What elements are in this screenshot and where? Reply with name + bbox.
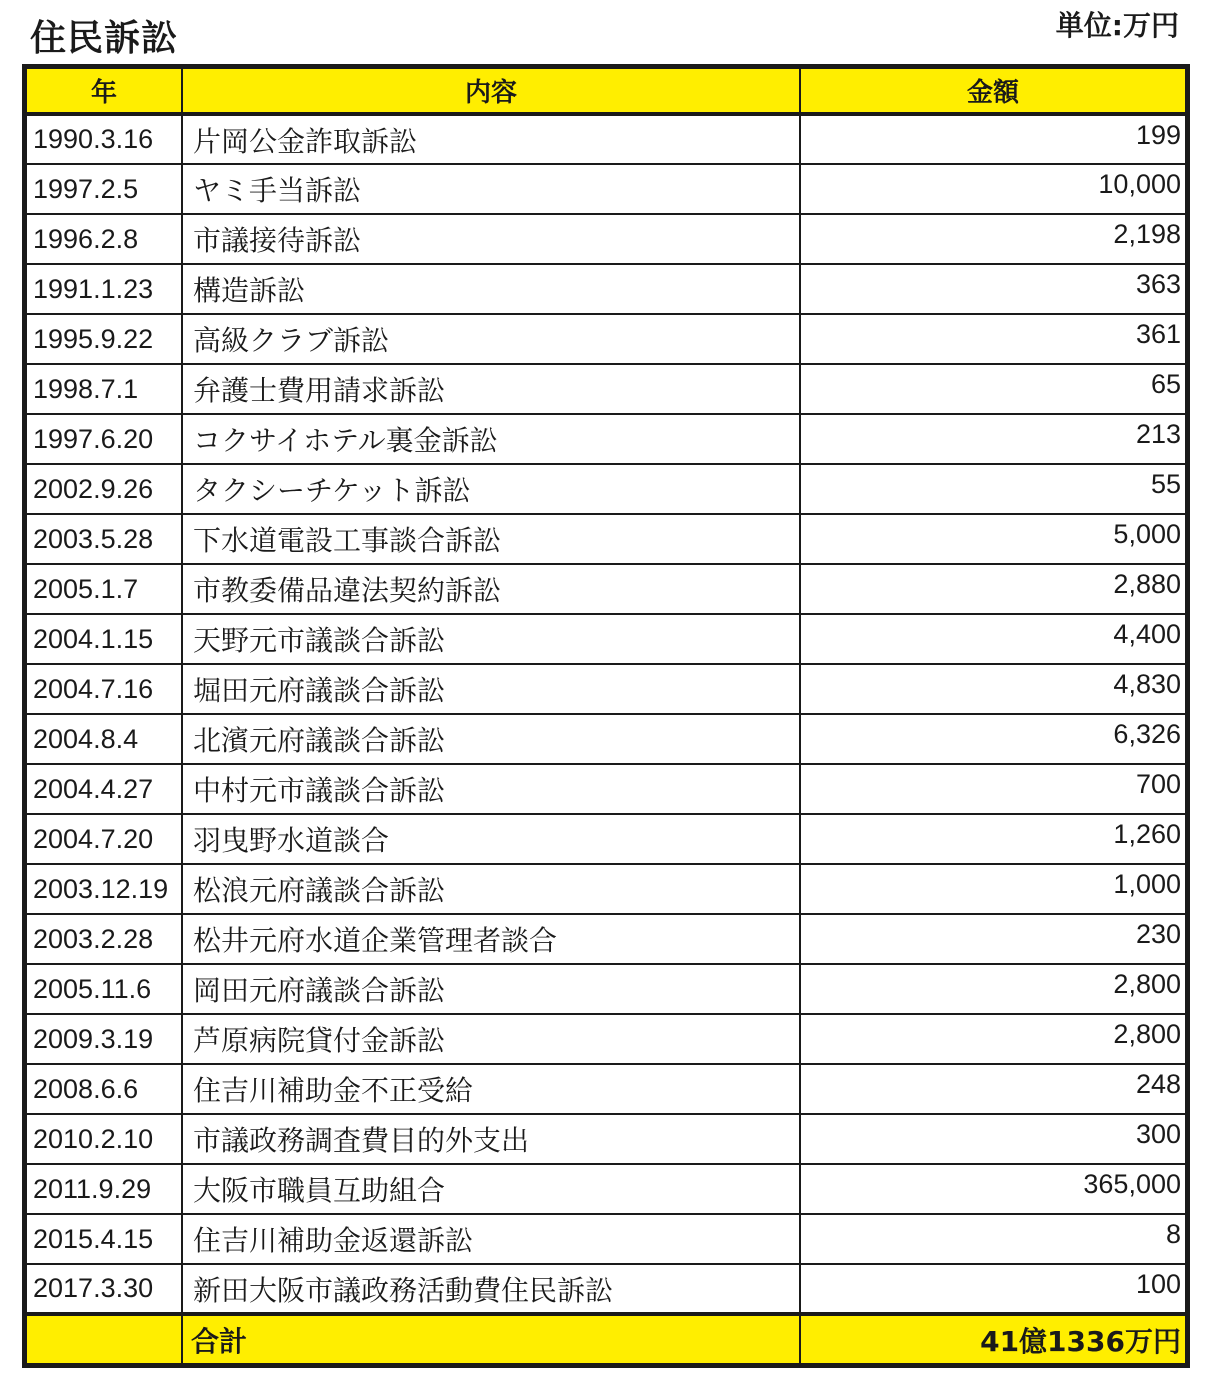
row-amount: 4,400 bbox=[800, 614, 1186, 664]
table-row bbox=[26, 164, 1186, 214]
row-year: 1996.2.8 bbox=[26, 214, 182, 264]
row-year: 2004.1.15 bbox=[26, 614, 182, 664]
row-content: ヤミ手当訴訟 bbox=[182, 164, 800, 214]
row-year: 2003.2.28 bbox=[26, 914, 182, 964]
row-year: 2009.3.19 bbox=[26, 1014, 182, 1064]
table-row bbox=[26, 114, 1186, 164]
row-year: 2004.7.16 bbox=[26, 664, 182, 714]
row-content: 羽曳野水道談合 bbox=[182, 814, 800, 864]
row-amount: 248 bbox=[800, 1064, 1186, 1114]
row-content: 天野元市議談合訴訟 bbox=[182, 614, 800, 664]
row-year: 2002.9.26 bbox=[26, 464, 182, 514]
row-year: 2003.12.19 bbox=[26, 864, 182, 914]
row-content: 住吉川補助金不正受給 bbox=[182, 1064, 800, 1114]
table-row bbox=[26, 814, 1186, 864]
row-content: 片岡公金詐取訴訟 bbox=[182, 114, 800, 164]
row-content: 松井元府水道企業管理者談合 bbox=[182, 914, 800, 964]
lawsuit-table bbox=[25, 67, 1187, 1365]
row-amount: 55 bbox=[800, 464, 1186, 514]
row-content: 大阪市職員互助組合 bbox=[182, 1164, 800, 1214]
row-content: 松浪元府議談合訴訟 bbox=[182, 864, 800, 914]
row-amount: 213 bbox=[800, 414, 1186, 464]
row-year: 2015.4.15 bbox=[26, 1214, 182, 1264]
row-content: 北濱元府議談合訴訟 bbox=[182, 714, 800, 764]
row-year: 1991.1.23 bbox=[26, 264, 182, 314]
header-amount: 金額 bbox=[800, 68, 1186, 114]
table-row bbox=[26, 514, 1186, 564]
table-row bbox=[26, 1114, 1186, 1164]
row-amount: 300 bbox=[800, 1114, 1186, 1164]
table-row bbox=[26, 1164, 1186, 1214]
row-year: 2008.6.6 bbox=[26, 1064, 182, 1114]
row-year: 2004.7.20 bbox=[26, 814, 182, 864]
row-amount: 6,326 bbox=[800, 714, 1186, 764]
page-title: 住民訴訟 bbox=[30, 18, 179, 59]
row-year: 1990.3.16 bbox=[26, 114, 182, 164]
row-content: 堀田元府議談合訴訟 bbox=[182, 664, 800, 714]
table-row bbox=[26, 1014, 1186, 1064]
row-amount: 230 bbox=[800, 914, 1186, 964]
row-year: 2005.1.7 bbox=[26, 564, 182, 614]
row-content: 市議接待訴訟 bbox=[182, 214, 800, 264]
row-content: 岡田元府議談合訴訟 bbox=[182, 964, 800, 1014]
header-content: 内容 bbox=[182, 68, 800, 114]
row-content: 中村元市議談合訴訟 bbox=[182, 764, 800, 814]
row-year: 1998.7.1 bbox=[26, 364, 182, 414]
row-amount: 365,000 bbox=[800, 1164, 1186, 1214]
row-year: 2004.8.4 bbox=[26, 714, 182, 764]
row-content: 構造訴訟 bbox=[182, 264, 800, 314]
row-content: 市議政務調査費目的外支出 bbox=[182, 1114, 800, 1164]
lawsuit-table-frame bbox=[22, 64, 1190, 1368]
table-body bbox=[26, 114, 1186, 1314]
row-content: 市教委備品違法契約訴訟 bbox=[182, 564, 800, 614]
row-content: 住吉川補助金返還訴訟 bbox=[182, 1214, 800, 1264]
table-row bbox=[26, 1214, 1186, 1264]
table-row bbox=[26, 614, 1186, 664]
row-year: 2003.5.28 bbox=[26, 514, 182, 564]
row-content: タクシーチケット訴訟 bbox=[182, 464, 800, 514]
table-row bbox=[26, 914, 1186, 964]
header-year: 年 bbox=[26, 68, 182, 114]
row-year: 2005.11.6 bbox=[26, 964, 182, 1014]
row-amount: 700 bbox=[800, 764, 1186, 814]
table-row bbox=[26, 864, 1186, 914]
row-content: コクサイホテル裏金訴訟 bbox=[182, 414, 800, 464]
table-row bbox=[26, 414, 1186, 464]
table-row bbox=[26, 364, 1186, 414]
table-row bbox=[26, 314, 1186, 364]
table-row bbox=[26, 264, 1186, 314]
table-row bbox=[26, 464, 1186, 514]
header-row bbox=[26, 68, 1186, 114]
row-amount: 100 bbox=[800, 1264, 1186, 1314]
row-amount: 199 bbox=[800, 114, 1186, 164]
table-row bbox=[26, 714, 1186, 764]
total-amount: 41億1336万円 bbox=[800, 1314, 1186, 1364]
row-content: 新田大阪市議政務活動費住民訴訟 bbox=[182, 1264, 800, 1314]
table-row bbox=[26, 564, 1186, 614]
table-row bbox=[26, 1064, 1186, 1114]
row-year: 2004.4.27 bbox=[26, 764, 182, 814]
row-amount: 1,000 bbox=[800, 864, 1186, 914]
table-row bbox=[26, 664, 1186, 714]
table-row bbox=[26, 964, 1186, 1014]
row-year: 2011.9.29 bbox=[26, 1164, 182, 1214]
row-year: 2017.3.30 bbox=[26, 1264, 182, 1314]
total-blank-cell bbox=[26, 1314, 182, 1364]
table-row bbox=[26, 1264, 1186, 1314]
row-amount: 65 bbox=[800, 364, 1186, 414]
row-amount: 2,880 bbox=[800, 564, 1186, 614]
row-year: 1995.9.22 bbox=[26, 314, 182, 364]
row-year: 2010.2.10 bbox=[26, 1114, 182, 1164]
row-content: 下水道電設工事談合訴訟 bbox=[182, 514, 800, 564]
row-amount: 2,800 bbox=[800, 964, 1186, 1014]
total-label: 合計 bbox=[182, 1314, 800, 1364]
table-row bbox=[26, 214, 1186, 264]
row-year: 1997.2.5 bbox=[26, 164, 182, 214]
row-amount: 1,260 bbox=[800, 814, 1186, 864]
row-amount: 8 bbox=[800, 1214, 1186, 1264]
row-amount: 361 bbox=[800, 314, 1186, 364]
row-content: 芦原病院貸付金訴訟 bbox=[182, 1014, 800, 1064]
row-content: 弁護士費用請求訴訟 bbox=[182, 364, 800, 414]
table-row bbox=[26, 764, 1186, 814]
total-row bbox=[26, 1314, 1186, 1364]
row-content: 高級クラブ訴訟 bbox=[182, 314, 800, 364]
row-amount: 5,000 bbox=[800, 514, 1186, 564]
row-amount: 4,830 bbox=[800, 664, 1186, 714]
row-year: 1997.6.20 bbox=[26, 414, 182, 464]
row-amount: 2,800 bbox=[800, 1014, 1186, 1064]
row-amount: 10,000 bbox=[800, 164, 1186, 214]
row-amount: 363 bbox=[800, 264, 1186, 314]
unit-label: 単位:万円 bbox=[1055, 9, 1179, 42]
row-amount: 2,198 bbox=[800, 214, 1186, 264]
